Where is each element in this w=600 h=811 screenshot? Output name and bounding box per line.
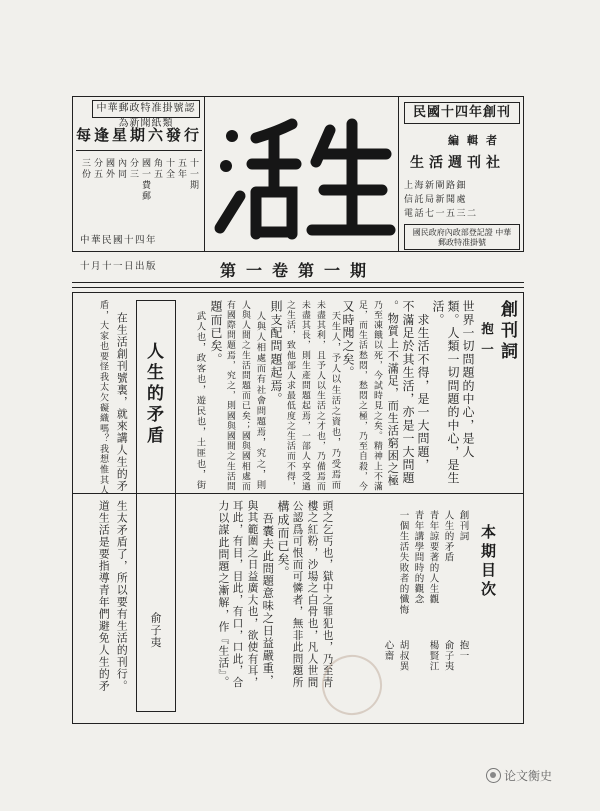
issue-number: 第一卷第一期: [219, 261, 376, 280]
article2-column: 在生活創刊號裏，就來講人生的矛: [115, 300, 129, 492]
article1-column: 人與人相處而有社會問題焉，究之，則: [254, 300, 266, 491]
price-col: 十一期: [188, 158, 198, 191]
toc-item-author: 俞子夷: [442, 640, 454, 672]
article2-column: 生太矛盾了，所以要有生活的刊行。: [115, 500, 129, 692]
toc-item-title: 創刊詞: [457, 510, 469, 542]
article1-column: 頭之乞丐也，獄中之罪犯也，乃至青: [321, 500, 334, 689]
toc-heading: 本期目次: [479, 524, 497, 600]
article1-column: 吾囊夫此問題意味之日益嚴重，: [261, 500, 275, 688]
toc-item-title: 人生的矛盾: [442, 510, 454, 563]
watermark: [486, 767, 552, 784]
article2-title: 人生的矛盾: [143, 342, 163, 447]
article1-column: 構成而已矣。: [276, 500, 290, 580]
article1-column: 人與人間之生活問題而已矣；國與國相處而: [239, 300, 250, 492]
founding-tag: 民國十四年創刊: [404, 102, 520, 124]
article2-author: 俞子夷: [149, 612, 162, 649]
price-col: 三份: [80, 158, 90, 180]
publication-date-line-1: 中華民國十四年: [80, 235, 158, 246]
price-col: 五年: [176, 158, 186, 180]
price-col: 國外: [104, 158, 114, 180]
article1-column: 則支配問題起焉。: [269, 300, 283, 406]
toc-item-title: 青年諒要著的人生觀: [427, 510, 439, 605]
watermark-text: 论文衡史: [504, 769, 553, 783]
left-box-rule: [76, 150, 202, 151]
article1-column: 與其範圍之日益廣大也，欲使有耳，: [246, 500, 259, 689]
publisher-name: 生活週刊社: [410, 155, 505, 171]
article1-column: 不滿足於其生活，亦是一大問題: [401, 300, 415, 485]
article1-column: 求生活不得，是一大問題，: [416, 300, 430, 472]
article1-column: 未盡其利，且予人以生活之才也，乃備焉而: [314, 300, 325, 492]
toc-item-title: 青年講學問時的觀念: [412, 510, 424, 605]
issue-rule-top: [72, 282, 524, 283]
article2-column: 道生活是要指導青年們避免人生的矛: [97, 500, 111, 692]
price-col: 國一費郵: [140, 158, 150, 202]
price-col: 內同: [116, 158, 126, 180]
logo-char-huo: [220, 124, 296, 234]
publication-date-line-2: 十月十一日出版: [80, 261, 158, 272]
article1-author: 抱一: [479, 322, 495, 363]
masthead-logo: [204, 110, 397, 248]
article1-column: 。物質上不滿足，而生活窮困之極: [386, 300, 400, 488]
article1-column: 武人也，政客也，遊民也，土匪也，街: [194, 300, 206, 491]
price-col: 角五: [152, 158, 162, 180]
article1-column: 耳此，有目，目此，有口，口此，合: [231, 500, 244, 689]
article1-column: 天生人，予人以生活之資也，乃受焉而: [329, 300, 341, 491]
toc-item-author: 楊賢江: [427, 640, 439, 672]
article1-column: 類。人類一切問題的中心，是生: [446, 300, 460, 485]
registration-box: 國民政府內政部登記證 中華郵政特准掛號: [404, 224, 520, 250]
article1-column: 世界一切問題的中心，是人: [461, 300, 475, 459]
article1-column: 足，而生活愁悶，愁悶之極，乃至自殺，今: [356, 300, 367, 492]
price-col: 分三: [128, 158, 138, 180]
article1-column: 之生活，致他部人求最低度之生活而不得，: [284, 300, 295, 492]
article1-column: 活。: [431, 300, 445, 327]
article1-column: 乃至凍餓以死，今試時見之矣。精神上不滿: [371, 300, 382, 492]
editor-label: 編輯者: [448, 134, 505, 147]
address-line-2: 信託局新聞處: [404, 195, 468, 205]
article1-column: 未盡其長，則生產問題起焉，一部人享受過: [299, 300, 310, 492]
price-col: 十全: [164, 158, 174, 180]
postal-registration-note: 中華郵政特准掛號認為新聞紙類: [92, 100, 200, 118]
article2-column: 盾，大家也要怪我太欠礙織嗎？我想惟其人: [98, 300, 109, 496]
article1-column: 公認爲可恨而可憐者，無非此問題所: [291, 500, 304, 689]
publication-schedule: 每逢星期六發行: [75, 126, 202, 144]
toc-item-title: 一個生活失敗者的懺悔: [397, 510, 409, 615]
article1-column: 樓之紅粉，沙場之白骨也，凡人世間: [306, 500, 319, 689]
article1-column: 有國際問題焉，究之，則國與國間之生活問: [224, 300, 235, 492]
address-line-3: 電話七一五三二: [404, 209, 478, 219]
logo-char-sheng: [312, 124, 390, 230]
wechat-icon: [486, 768, 501, 783]
toc-item-author: 心齋: [382, 640, 394, 661]
price-col: 分五: [92, 158, 102, 180]
address-line-1: 上海新閘路鈿: [404, 181, 468, 191]
article1-title: 創刊詞: [497, 300, 517, 363]
article1-column: 又時聞之矣。: [341, 300, 355, 380]
masthead-divider-right: [398, 96, 399, 252]
article1-column: 題而已矣。: [209, 300, 223, 366]
article1-column: 力以謀此問題之漸解，作『生活』。: [216, 500, 230, 688]
issue-rule-bottom: [72, 287, 524, 288]
toc-item-author: 抱一: [457, 640, 469, 661]
toc-item-author: 胡叔異: [397, 640, 409, 672]
